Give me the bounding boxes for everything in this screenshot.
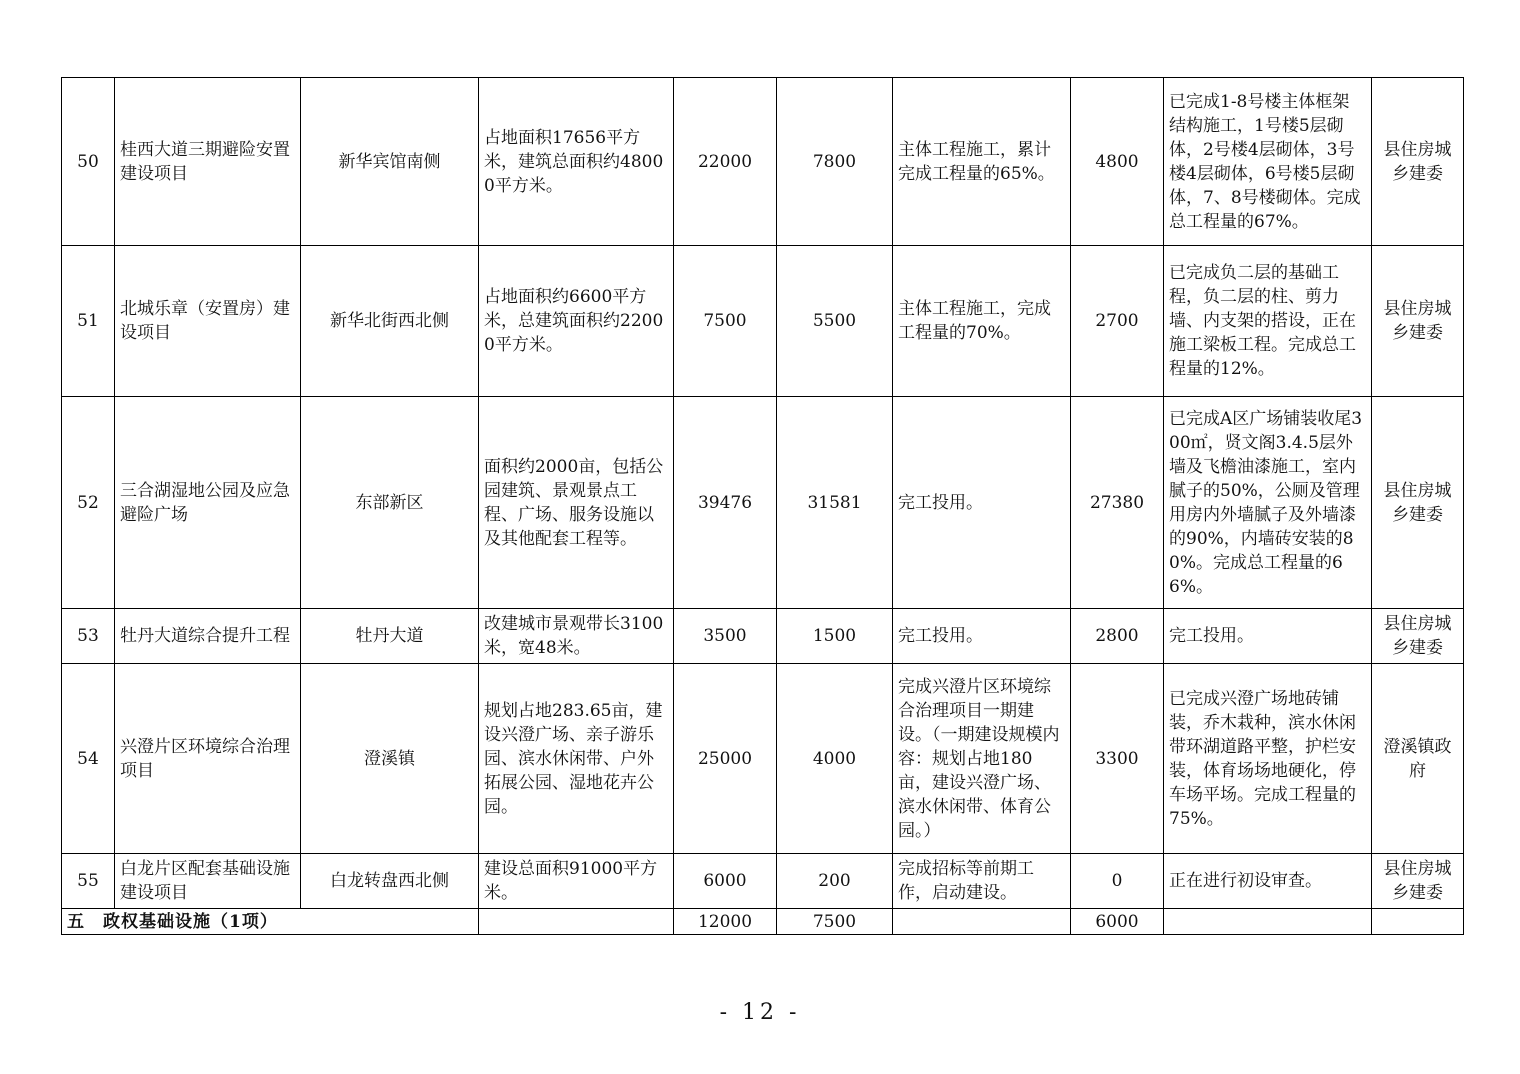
project-name: 兴澄片区环境综合治理项目 xyxy=(115,664,301,854)
project-location: 新华北街西北侧 xyxy=(301,246,479,397)
plan-investment: 4000 xyxy=(777,664,893,854)
completed-investment: 2800 xyxy=(1071,609,1164,664)
project-content: 改建城市景观带长3100米，宽48米。 xyxy=(479,609,674,664)
total-investment: 25000 xyxy=(674,664,777,854)
table-row xyxy=(62,854,1464,909)
row-number: 51 xyxy=(62,246,115,397)
section-label: 五 政权基础设施（1项） xyxy=(62,909,479,935)
progress-description: 完工投用。 xyxy=(1164,609,1372,664)
row-number: 55 xyxy=(62,854,115,909)
total-investment: 6000 xyxy=(674,854,777,909)
table-row xyxy=(62,78,1464,246)
annual-goal: 完工投用。 xyxy=(893,397,1071,609)
page-number: - 12 - xyxy=(719,1000,801,1025)
annual-goal: 完成兴澄片区环境综合治理项目一期建设。（一期建设规模内容：规划占地180亩，建设兴澄广场、滨水休闲带、体育公园。） xyxy=(893,664,1071,854)
project-content: 建设总面积91000平方米。 xyxy=(479,854,674,909)
progress-description: 正在进行初设审查。 xyxy=(1164,854,1372,909)
responsible-unit: 县住房城乡建委 xyxy=(1372,854,1464,909)
annual-goal: 主体工程施工，累计完成工程量的65%。 xyxy=(893,78,1071,246)
plan-investment: 7800 xyxy=(777,78,893,246)
empty-cell xyxy=(479,909,674,935)
total-investment: 39476 xyxy=(674,397,777,609)
project-name: 白龙片区配套基础设施建设项目 xyxy=(115,854,301,909)
project-location: 东部新区 xyxy=(301,397,479,609)
progress-description: 已完成1-8号楼主体框架结构施工，1号楼5层砌体，2号楼4层砌体，3号楼4层砌体，6号楼5层砌体，7、8号楼砌体。完成总工程量的67%。 xyxy=(1164,78,1372,246)
responsible-unit: 县住房城乡建委 xyxy=(1372,246,1464,397)
empty-cell xyxy=(1164,909,1372,935)
section-total-investment: 12000 xyxy=(674,909,777,935)
empty-cell xyxy=(893,909,1071,935)
annual-goal: 主体工程施工，完成工程量的70%。 xyxy=(893,246,1071,397)
project-content: 占地面积17656平方米，建筑总面积约48000平方米。 xyxy=(479,78,674,246)
completed-investment: 4800 xyxy=(1071,78,1164,246)
annual-goal: 完工投用。 xyxy=(893,609,1071,664)
plan-investment: 1500 xyxy=(777,609,893,664)
project-location: 澄溪镇 xyxy=(301,664,479,854)
row-number: 54 xyxy=(62,664,115,854)
row-number: 50 xyxy=(62,78,115,246)
project-content: 面积约2000亩，包括公园建筑、景观景点工程、广场、服务设施以及其他配套工程等。 xyxy=(479,397,674,609)
responsible-unit: 县住房城乡建委 xyxy=(1372,397,1464,609)
section-plan-investment: 7500 xyxy=(777,909,893,935)
project-location: 牡丹大道 xyxy=(301,609,479,664)
progress-description: 已完成负二层的基础工程，负二层的柱、剪力墙、内支架的搭设，正在施工梁板工程。完成总工程量的12%。 xyxy=(1164,246,1372,397)
responsible-unit: 县住房城乡建委 xyxy=(1372,78,1464,246)
table-row xyxy=(62,609,1464,664)
responsible-unit: 澄溪镇政府 xyxy=(1372,664,1464,854)
project-location: 白龙转盘西北侧 xyxy=(301,854,479,909)
total-investment: 3500 xyxy=(674,609,777,664)
project-content: 占地面积约6600平方米，总建筑面积约22000平方米。 xyxy=(479,246,674,397)
project-name: 北城乐章（安置房）建设项目 xyxy=(115,246,301,397)
plan-investment: 200 xyxy=(777,854,893,909)
annual-goal: 完成招标等前期工作，启动建设。 xyxy=(893,854,1071,909)
progress-description: 已完成A区广场铺装收尾300㎡，贤文阁3.4.5层外墙及飞檐油漆施工，室内腻子的50%，公厕及管理用房内外墙腻子及外墙漆的90%，内墙砖安装的80%。完成总工程量的66%。 xyxy=(1164,397,1372,609)
project-location: 新华宾馆南侧 xyxy=(301,78,479,246)
plan-investment: 5500 xyxy=(777,246,893,397)
completed-investment: 27380 xyxy=(1071,397,1164,609)
project-table xyxy=(61,77,1464,935)
completed-investment: 0 xyxy=(1071,854,1164,909)
progress-description: 已完成兴澄广场地砖铺装，乔木栽种，滨水休闲带环湖道路平整，护栏安装，体育场场地硬化，停车场平场。完成工程量的75%。 xyxy=(1164,664,1372,854)
project-name: 桂西大道三期避险安置建设项目 xyxy=(115,78,301,246)
plan-investment: 31581 xyxy=(777,397,893,609)
project-name: 三合湖湿地公园及应急避险广场 xyxy=(115,397,301,609)
project-name: 牡丹大道综合提升工程 xyxy=(115,609,301,664)
table-row xyxy=(62,397,1464,609)
completed-investment: 3300 xyxy=(1071,664,1164,854)
total-investment: 7500 xyxy=(674,246,777,397)
empty-cell xyxy=(1372,909,1464,935)
table-row xyxy=(62,246,1464,397)
completed-investment: 2700 xyxy=(1071,246,1164,397)
section-completed-investment: 6000 xyxy=(1071,909,1164,935)
row-number: 53 xyxy=(62,609,115,664)
responsible-unit: 县住房城乡建委 xyxy=(1372,609,1464,664)
project-content: 规划占地283.65亩，建设兴澄广场、亲子游乐园、滨水休闲带、户外拓展公园、湿地花卉公园。 xyxy=(479,664,674,854)
table-row xyxy=(62,664,1464,854)
row-number: 52 xyxy=(62,397,115,609)
section-row xyxy=(62,909,1464,935)
total-investment: 22000 xyxy=(674,78,777,246)
